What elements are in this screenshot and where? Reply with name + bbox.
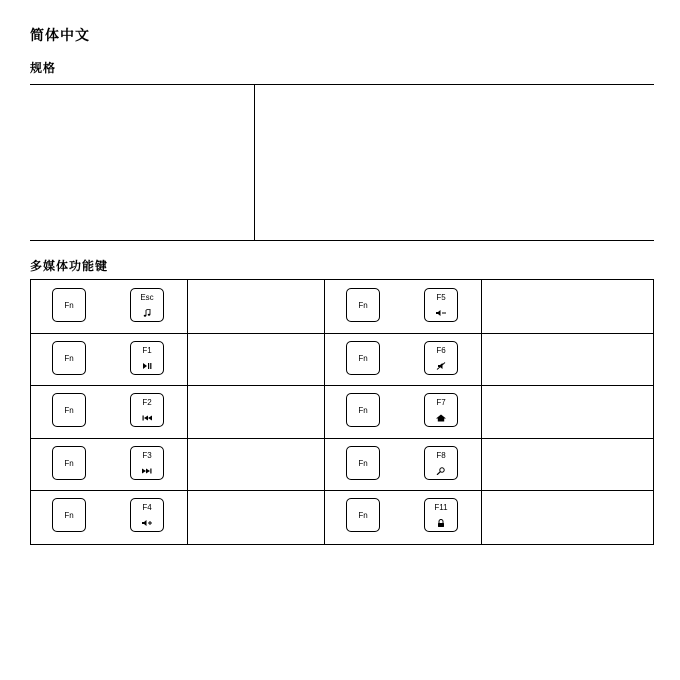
fn-key: [52, 393, 86, 427]
spec-table: [30, 84, 654, 241]
lock-icon: [425, 519, 457, 527]
function-key-f2: [130, 393, 164, 427]
function-key-f1: [130, 341, 164, 375]
function-key-f8: [424, 446, 458, 480]
music-note-icon: [131, 309, 163, 317]
search-icon: [425, 467, 457, 475]
fn-key: [52, 288, 86, 322]
function-key-f4: [130, 498, 164, 532]
key-label: F2: [142, 398, 152, 407]
fn-key: [52, 498, 86, 532]
key-label: Fn: [64, 459, 74, 468]
key-label: Fn: [358, 301, 368, 310]
table-row-divider: [31, 385, 653, 386]
table-row-divider: [31, 333, 653, 334]
media-keys-heading: 多媒体功能键: [30, 259, 109, 273]
key-label: Fn: [358, 406, 368, 415]
media-keys-table: [30, 279, 654, 545]
play-pause-icon: [131, 362, 163, 370]
table-column-divider: [187, 280, 188, 544]
key-label: Fn: [64, 406, 74, 415]
key-label: F4: [142, 503, 152, 512]
key-label: F6: [436, 346, 446, 355]
key-label: Fn: [358, 354, 368, 363]
function-key-f5: [424, 288, 458, 322]
key-label: F7: [436, 398, 446, 407]
fn-key: [346, 446, 380, 480]
previous-track-icon: [131, 414, 163, 422]
fn-key: [346, 498, 380, 532]
mute-icon: [425, 362, 457, 370]
key-label: Esc: [140, 293, 154, 302]
table-column-divider: [481, 280, 482, 544]
function-key-f6: [424, 341, 458, 375]
home-icon: [425, 414, 457, 422]
key-label: Fn: [358, 459, 368, 468]
table-column-divider: [324, 280, 325, 544]
fn-key: [52, 341, 86, 375]
function-key-esc: [130, 288, 164, 322]
next-track-icon: [131, 467, 163, 475]
fn-key: [346, 393, 380, 427]
key-label: F3: [142, 451, 152, 460]
volume-down-icon: [425, 309, 457, 317]
fn-key: [346, 288, 380, 322]
key-label: F11: [434, 503, 448, 512]
key-label: Fn: [64, 301, 74, 310]
key-label: F5: [436, 293, 446, 302]
fn-key: [52, 446, 86, 480]
table-row-divider: [31, 490, 653, 491]
spec-column-divider: [254, 85, 255, 240]
spec-heading: 规格: [30, 61, 57, 75]
page-title: 简体中文: [30, 28, 90, 44]
function-key-f3: [130, 446, 164, 480]
volume-up-icon: [131, 519, 163, 527]
fn-key: [346, 341, 380, 375]
key-label: F8: [436, 451, 446, 460]
function-key-f11: [424, 498, 458, 532]
key-label: Fn: [64, 511, 74, 520]
table-row-divider: [31, 438, 653, 439]
key-label: Fn: [64, 354, 74, 363]
function-key-f7: [424, 393, 458, 427]
key-label: Fn: [358, 511, 368, 520]
key-label: F1: [142, 346, 152, 355]
